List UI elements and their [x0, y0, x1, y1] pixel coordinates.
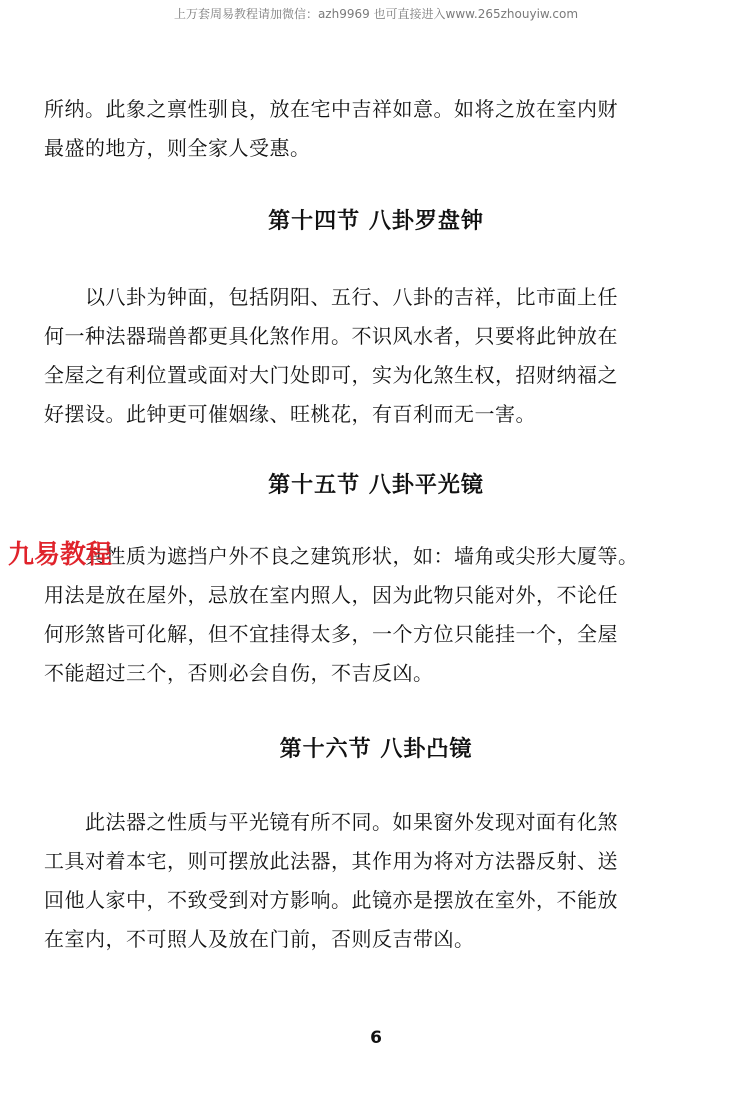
- text-line: 其性质为遮挡户外不良之建筑形状，如：墙角或尖形大厦等。: [85, 544, 639, 568]
- text-line: 以八卦为钟面，包括阴阳、五行、八卦的吉祥，比市面上任: [85, 285, 618, 309]
- text-line: 何形煞皆可化解，但不宜挂得太多，一个方位只能挂一个，全屋: [44, 622, 618, 646]
- intro-paragraph: [44, 90, 709, 168]
- text-line: 不能超过三个，否则必会自伤，不吉反凶。: [44, 661, 434, 685]
- text-line: 用法是放在屋外，忌放在室内照人，因为此物只能对外，不论任: [44, 583, 618, 607]
- text-line: 所纳。此象之禀性驯良，放在宅中吉祥如意。如将之放在室内财: [44, 97, 618, 121]
- text-line: 在室内，不可照人及放在门前，否则反吉带凶。: [44, 927, 475, 951]
- text-line: 此法器之性质与平光镜有所不同。如果窗外发现对面有化煞: [85, 810, 618, 834]
- section-15-paragraph: [44, 537, 709, 693]
- text-line: 回他人家中，不致受到对方影响。此镜亦是摆放在室外，不能放: [44, 888, 618, 912]
- section-14-heading: 第十四节 八卦罗盘钟: [268, 209, 484, 234]
- page-header-banner: 上万套周易教程请加微信：azh9969 也可直接进入www.265zhouyiw.com: [173, 7, 579, 21]
- text-line: 最盛的地方，则全家人受惠。: [44, 136, 311, 160]
- page-number: 6: [370, 1028, 382, 1048]
- section-16-paragraph: [44, 803, 709, 959]
- text-line: 何一种法器瑞兽都更具化煞作用。不识风水者，只要将此钟放在: [44, 324, 618, 348]
- section-16-heading: 第十六节 八卦凸镜: [279, 737, 473, 762]
- text-line: 好摆设。此钟更可催姻缘、旺桃花，有百利而无一害。: [44, 402, 536, 426]
- text-line: 全屋之有利位置或面对大门处即可，实为化煞生权，招财纳福之: [44, 363, 618, 387]
- watermark-logo: 九易教程: [8, 540, 113, 570]
- section-14-paragraph: [44, 278, 709, 434]
- text-line: 工具对着本宅，则可摆放此法器，其作用为将对方法器反射、送: [44, 849, 618, 873]
- section-15-heading: 第十五节 八卦平光镜: [268, 473, 484, 498]
